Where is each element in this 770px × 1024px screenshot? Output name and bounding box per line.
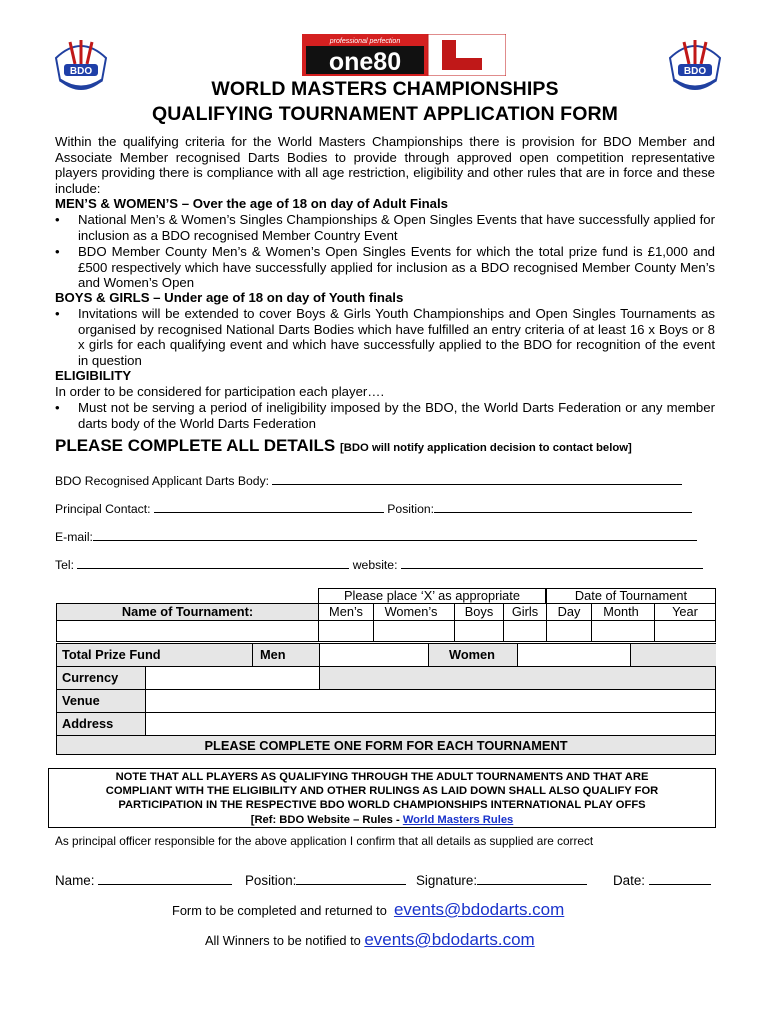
women-prize-input[interactable]: [517, 643, 631, 667]
return-email-link[interactable]: events@bdodarts.com: [393, 900, 565, 919]
return-instruction: Form to be completed and returned to events@bdodarts.com: [172, 900, 565, 919]
eligibility-heading: ELIGIBILITY: [55, 368, 132, 383]
signature-line[interactable]: [477, 872, 587, 885]
month-input[interactable]: [591, 620, 655, 642]
date-line[interactable]: [649, 872, 711, 885]
address-label: Address: [62, 716, 114, 731]
bullet-icon: •: [55, 212, 60, 227]
tel-line[interactable]: [77, 556, 349, 569]
svg-text:BDO: BDO: [69, 66, 93, 77]
one80-sponsor-logo: [302, 34, 506, 76]
day-input[interactable]: [546, 620, 592, 642]
name-line[interactable]: [98, 872, 232, 885]
email-field[interactable]: E-mail:: [55, 528, 697, 544]
qualification-note: NOTE THAT ALL PLAYERS AS QUALIFYING THROUGH THE ADULT TOURNAMENTS AND THAT ARE COMPLIANT WITH THE ELIGIBILITY AND OTHER RULINGS AS LAID DOWN SHALL ALSO QUALIFY FOR PARTICIPATION IN THE RESPECTIVE BDO WORLD CHAMPIONSHIPS INTERNATIONAL PLAY OFFS [Ref: BDO Website – Rules - World Masters Rules: [48, 768, 716, 828]
title-line-1: WORLD MASTERS CHAMPIONSHIPS: [211, 78, 559, 100]
principal-contact-line[interactable]: [154, 500, 384, 513]
total-prize-fund-label: Total Prize Fund: [62, 647, 161, 662]
prize-fund-filler: [630, 643, 716, 667]
currency-input[interactable]: [145, 666, 320, 690]
currency-label: Currency: [62, 670, 119, 685]
women-label: Women: [449, 647, 495, 662]
winners-instruction: All Winners to be notified to events@bdodarts.com: [205, 930, 535, 949]
bullet-icon: •: [55, 306, 60, 321]
men-prize-input[interactable]: [319, 643, 429, 667]
title-line-2: QUALIFYING TOURNAMENT APPLICATION FORM: [151, 103, 618, 125]
mens-checkbox[interactable]: [318, 620, 374, 642]
website-line[interactable]: [401, 556, 703, 569]
darts-body-field[interactable]: BDO Recognised Applicant Darts Body:: [55, 472, 682, 488]
bullet-icon: •: [55, 244, 60, 259]
one-form-label: PLEASE COMPLETE ONE FORM FOR EACH TOURNAMENT: [204, 738, 568, 753]
womens-checkbox[interactable]: [373, 620, 455, 642]
tel-field[interactable]: Tel: website:: [55, 556, 703, 572]
adult-bullet-1: National Men’s & Women’s Singles Championships & Open Singles Events that have successfully applied for inclusion as a BDO recognised Member Country Event: [78, 212, 715, 243]
men-label: Men: [260, 647, 286, 662]
eligibility-intro: In order to be considered for participation each player….: [55, 384, 385, 399]
name-field[interactable]: Name:: [55, 872, 232, 888]
date-field[interactable]: Date:: [613, 872, 711, 888]
bullet-icon: •: [55, 400, 60, 415]
svg-text:BDO: BDO: [683, 66, 707, 77]
please-complete-heading: PLEASE COMPLETE ALL DETAILS [BDO will notify application decision to contact below]: [55, 436, 632, 455]
world-masters-rules-link[interactable]: World Masters Rules: [402, 813, 514, 826]
darts-body-line[interactable]: [272, 472, 682, 485]
venue-input[interactable]: [145, 689, 716, 713]
svg-text:one80: one80: [328, 48, 402, 76]
address-input[interactable]: [145, 712, 716, 736]
year-input[interactable]: [654, 620, 716, 642]
adult-heading: MEN’S & WOMEN’S – Over the age of 18 on day of Adult Finals: [55, 196, 448, 211]
adult-bullet-2: BDO Member County Men’s & Women’s Open Singles Events for which the total prize fund is £1,000 and £500 respectively which have successfully applied for inclusion as a BDO recognised Member County Men’s and Women’s Open: [78, 244, 715, 291]
svg-text:professional perfection: professional perfection: [329, 38, 401, 45]
place-x-label: Please place ‘X’ as appropriate: [344, 588, 520, 603]
please-complete-note: [BDO will notify application decision to contact below]: [339, 442, 632, 454]
signature-position-field[interactable]: Position:: [245, 872, 406, 888]
winners-email-link[interactable]: events@bdodarts.com: [364, 930, 535, 949]
name-of-tournament-label: Name of Tournament:: [121, 604, 254, 619]
youth-heading: BOYS & GIRLS – Under age of 18 on day of Youth finals: [55, 290, 404, 305]
signature-field[interactable]: Signature:: [416, 872, 587, 888]
currency-filler: [319, 666, 716, 690]
venue-label: Venue: [62, 693, 100, 708]
date-header-label: Date of Tournament: [574, 588, 688, 603]
confirm-statement: As principal officer responsible for the above application I confirm that all details as supplied are correct: [55, 834, 594, 848]
position-line[interactable]: [434, 500, 692, 513]
tournament-name-input[interactable]: [56, 620, 319, 642]
signature-position-line[interactable]: [296, 872, 406, 885]
boys-checkbox[interactable]: [454, 620, 504, 642]
youth-bullet-1: Invitations will be extended to cover Boys & Girls Youth Championships and Open Singles Tournaments as organised by recognised National Darts Bodies which have fulfilled an entry criteria of at least 16 x Boys or 8 x girls for each qualifying event and which have successfully applied to the BDO for recognition of the event in question: [78, 306, 715, 368]
principal-contact-field[interactable]: Principal Contact: Position:: [55, 500, 692, 516]
eligibility-bullet-1: Must not be serving a period of ineligibility imposed by the BDO, the World Darts Federation or any member darts body of the World Darts Federation: [78, 400, 715, 431]
girls-checkbox[interactable]: [503, 620, 547, 642]
email-line[interactable]: [93, 528, 697, 541]
intro-paragraph: Within the qualifying criteria for the World Masters Championships there is provision for BDO Member and Associate Member recognised Darts Bodies to provide through approved open competition representative players providing there is compliance with all age restriction, eligibility and other rules that are in force and these include:: [55, 134, 715, 196]
